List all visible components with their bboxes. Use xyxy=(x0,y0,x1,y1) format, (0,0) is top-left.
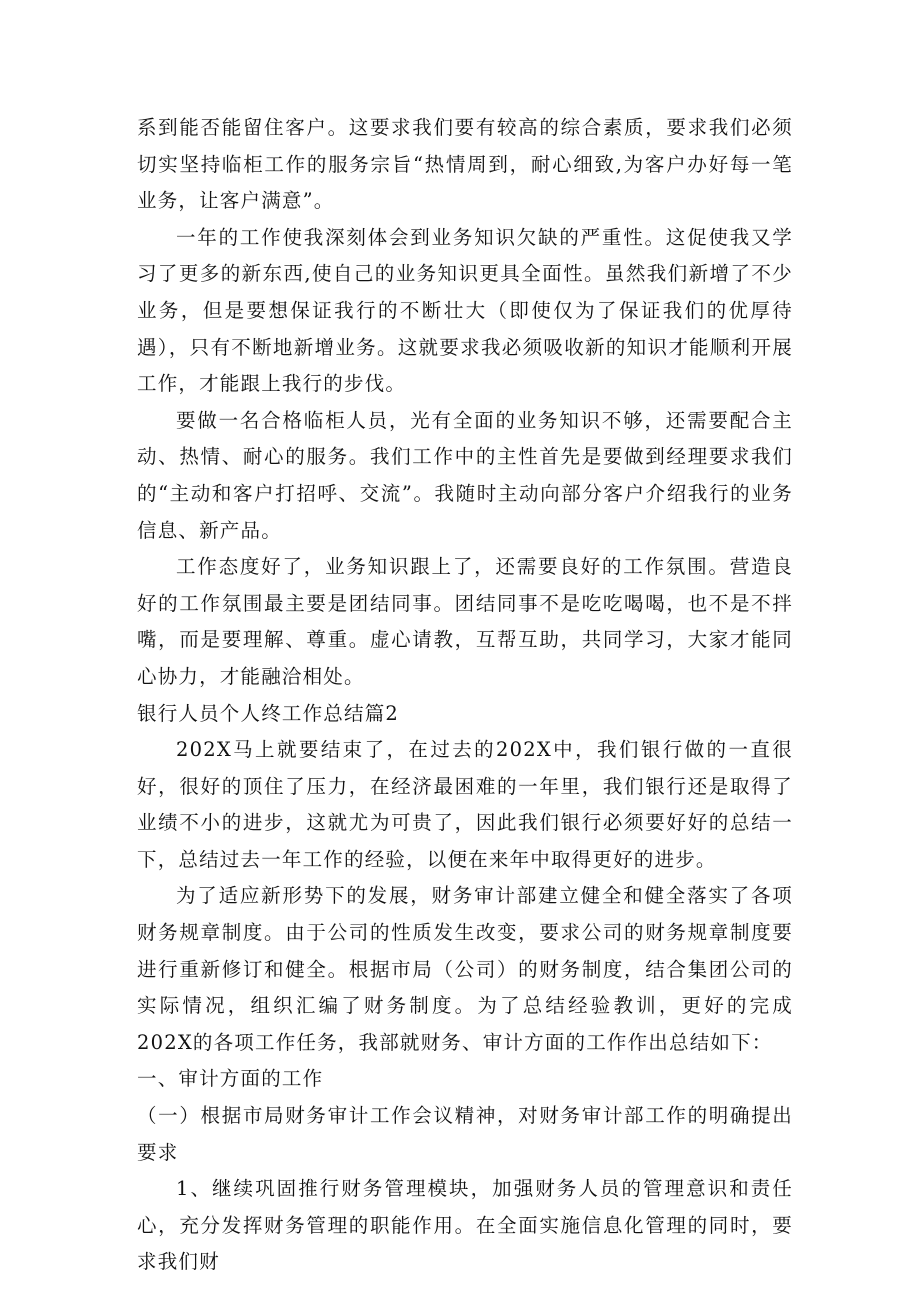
section-title: 银行人员个人终工作总结篇2 xyxy=(137,701,400,725)
paragraph-finance-rules: 为了适应新形势下的发展，财务审计部建立健全和健全落实了各项财务规章制度。由于公司的性质发生改变，要求公司的财务规章制度要进行重新修订和健全。根据市局（公司）的财务制度，结合集团公司的实际情况，组织汇编了财务制度。为了总结经验教训，更好的完成202X的各项工作任务，我部就财务、审计方面的工作作出总结如下： xyxy=(137,884,793,1054)
paragraph-work-atmosphere: 工作态度好了，业务知识跟上了，还需要良好的工作氛围。营造良好的工作氛围最主要是团结同事。团结同事不是吃吃喝喝，也不是不拌嘴，而是要理解、尊重。虚心请教，互帮互助，共同学习，大家才能同心协力，才能融洽相处。 xyxy=(137,555,793,688)
paragraph-qualified-teller: 要做一名合格临柜人员，光有全面的业务知识不够，还需要配合主动、热情、耐心的服务。我们工作中的主性首先是要做到经理要求我们的“主动和客户打招呼、交流”。我随时主动向部分客户介绍我行的业务信息、新产品。 xyxy=(137,408,793,542)
paragraph-year-summary: 202X马上就要结束了，在过去的202X中，我们银行做的一直很好，很好的顶住了压力，在经济最困难的一年里，我们银行还是取得了业绩不小的进步，这就尤为可贵了，因此我们银行必须要好好的总结一下，总结过去一年工作的经验，以便在来年中取得更好的进步。 xyxy=(137,738,793,871)
document-body xyxy=(137,110,793,1281)
subsection-heading: （一）根据市局财务审计工作会议精神，对财务审计部工作的明确提出要求 xyxy=(137,1104,793,1164)
section-heading-audit: 一、审计方面的工作 xyxy=(137,1067,324,1091)
paragraph-service-purpose: 系到能否能留住客户。这要求我们要有较高的综合素质，要求我们必须切实坚持临柜工作的服务宗旨“热情周到，耐心细致,为客户办好每一笔业务，让客户满意”。 xyxy=(137,116,793,213)
list-item-1: 1、继续巩固推行财务管理模块，加强财务人员的管理意识和责任心，充分发挥财务管理的职能作用。在全面实施信息化管理的同时，要求我们财 xyxy=(137,1177,793,1274)
paragraph-business-knowledge: 一年的工作使我深刻体会到业务知识欠缺的严重性。这促使我又学习了更多的新东西,使自己的业务知识更具全面性。虽然我们新增了不少业务，但是要想保证我行的不断壮大（即使仅为了保证我们的优厚待遇），只有不断地新增业务。这就要求我必须吸收新的知识才能顺利开展工作，才能跟上我行的步伐。 xyxy=(137,225,793,396)
